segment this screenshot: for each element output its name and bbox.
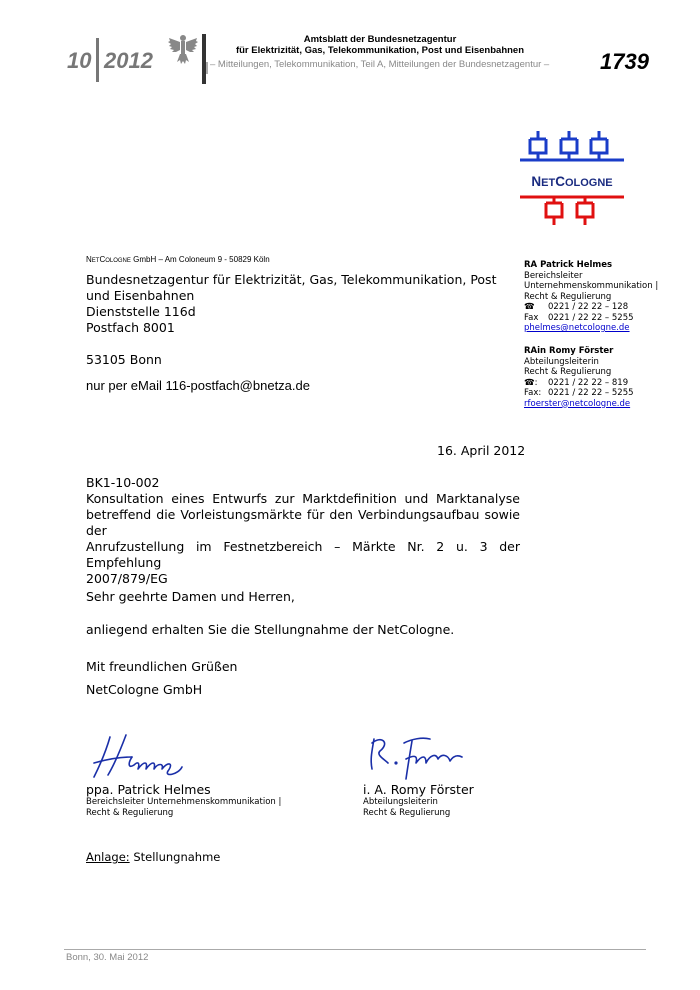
fax-label: Fax (524, 312, 539, 323)
signatory-title-line: Bereichsleiter Unternehmenskommunikation | (86, 797, 282, 807)
issue-number: 10 (67, 48, 92, 73)
attachment-value: Stellungnahme (133, 850, 221, 864)
subject-reference: BK1-10-002 (86, 475, 160, 490)
contact-name: RAin Romy Förster (524, 346, 614, 356)
recipient-line-3: Dienststelle 116d (86, 304, 196, 319)
signature-helmes (88, 733, 188, 783)
issue-year: 2012 (104, 48, 153, 73)
netcologne-logo (516, 127, 628, 231)
recipient-line-4: Postfach 8001 (86, 320, 175, 335)
contact-role: Unternehmenskommunikation | (524, 281, 659, 291)
subject-line: 2007/879/EG (86, 571, 168, 586)
footer-date: Bonn, 30. Mai 2012 (66, 952, 149, 963)
salutation: Sehr geehrte Damen und Herren, (86, 589, 295, 604)
contact-email-link[interactable]: rfoerster@netcologne.de (524, 398, 631, 409)
logo-text: NETCOLOGNE (531, 174, 613, 189)
header-thin-bar (206, 62, 208, 74)
contact-phone: 0221 / 22 22 – 819 (548, 377, 629, 388)
phone-icon: ☎ (524, 302, 535, 312)
subject-line: betreffend die Vorleistungsmärkte für den Verbindungsaufbau sowie der (86, 507, 520, 538)
issue-divider (96, 38, 99, 82)
contact-fax: 0221 / 22 22 – 5255 (548, 312, 634, 323)
publisher-line-2: für Elektrizität, Gas, Telekommunikation, Post und Eisenbahnen (235, 45, 525, 56)
contact-role: Bereichsleiter (524, 270, 583, 281)
recipient-address (86, 272, 496, 336)
sender-line-text: NetCologne GmbH – Am Coloneum 9 - 50829 Köln (86, 255, 270, 264)
signatory-title-line: Abteilungsleiterin (363, 797, 438, 807)
contact-role: Recht & Regulierung (524, 291, 612, 302)
contact-email-link[interactable]: phelmes@netcologne.de (524, 323, 630, 333)
attachment-label: Anlage: (86, 850, 130, 864)
letter-date: 16. April 2012 (437, 443, 526, 458)
signatory-name: i. A. Romy Förster (363, 782, 474, 797)
publisher-line-1: Amtsblatt der Bundesnetzagentur (303, 34, 457, 45)
contact-foerster (524, 346, 664, 409)
signature-foerster (366, 733, 466, 783)
recipient-line-1: Bundesnetzagentur für Elektrizität, Gas, Telekommunikation, Post (86, 272, 497, 287)
delivery-note: nur per eMail 116-postfach@bnetza.de (86, 378, 310, 393)
page-number: 1739 (600, 49, 649, 74)
contact-fax-row (524, 388, 664, 399)
fax-label: Fax: (524, 388, 542, 398)
subject-line: Konsultation eines Entwurfs zur Marktdefinition und Marktanalyse (86, 491, 520, 506)
attachment-line (86, 850, 220, 864)
closing: Mit freundlichen Grüßen (86, 659, 238, 674)
footer-rule (64, 949, 646, 950)
sender-line (86, 255, 270, 264)
subject-line: Anrufzustellung im Festnetzbereich – Märkte Nr. 2 u. 3 der Empfehlung (86, 539, 520, 570)
recipient-city: 53105 Bonn (86, 352, 162, 367)
contact-fax-row (524, 313, 664, 324)
contact-phone-row (524, 302, 664, 313)
contact-phone-row (524, 378, 664, 389)
contact-phone: 0221 / 22 22 – 128 (548, 302, 629, 312)
contact-helmes (524, 260, 664, 334)
contact-fax: 0221 / 22 22 – 5255 (548, 388, 634, 398)
signatory-name: ppa. Patrick Helmes (86, 782, 211, 797)
signatory-title (363, 797, 450, 819)
phone-icon: ☎: (524, 377, 538, 388)
section-line: – Mitteilungen, Telekommunikation, Teil A, Mitteilungen der Bundesnetzagentur – (210, 59, 550, 70)
contact-name: RA Patrick Helmes (524, 260, 613, 270)
contact-role: Abteilungsleiterin (524, 356, 599, 367)
subject-block (86, 475, 520, 587)
signatory-title (86, 797, 281, 819)
body-paragraph: anliegend erhalten Sie die Stellungnahme der NetCologne. (86, 622, 455, 637)
signatory-title-line: Recht & Regulierung (86, 808, 174, 818)
company-name: NetCologne GmbH (86, 682, 203, 697)
contact-role: Recht & Regulierung (524, 367, 612, 377)
signatory-title-line: Recht & Regulierung (363, 808, 451, 818)
recipient-line-2: und Eisenbahnen (86, 288, 195, 303)
